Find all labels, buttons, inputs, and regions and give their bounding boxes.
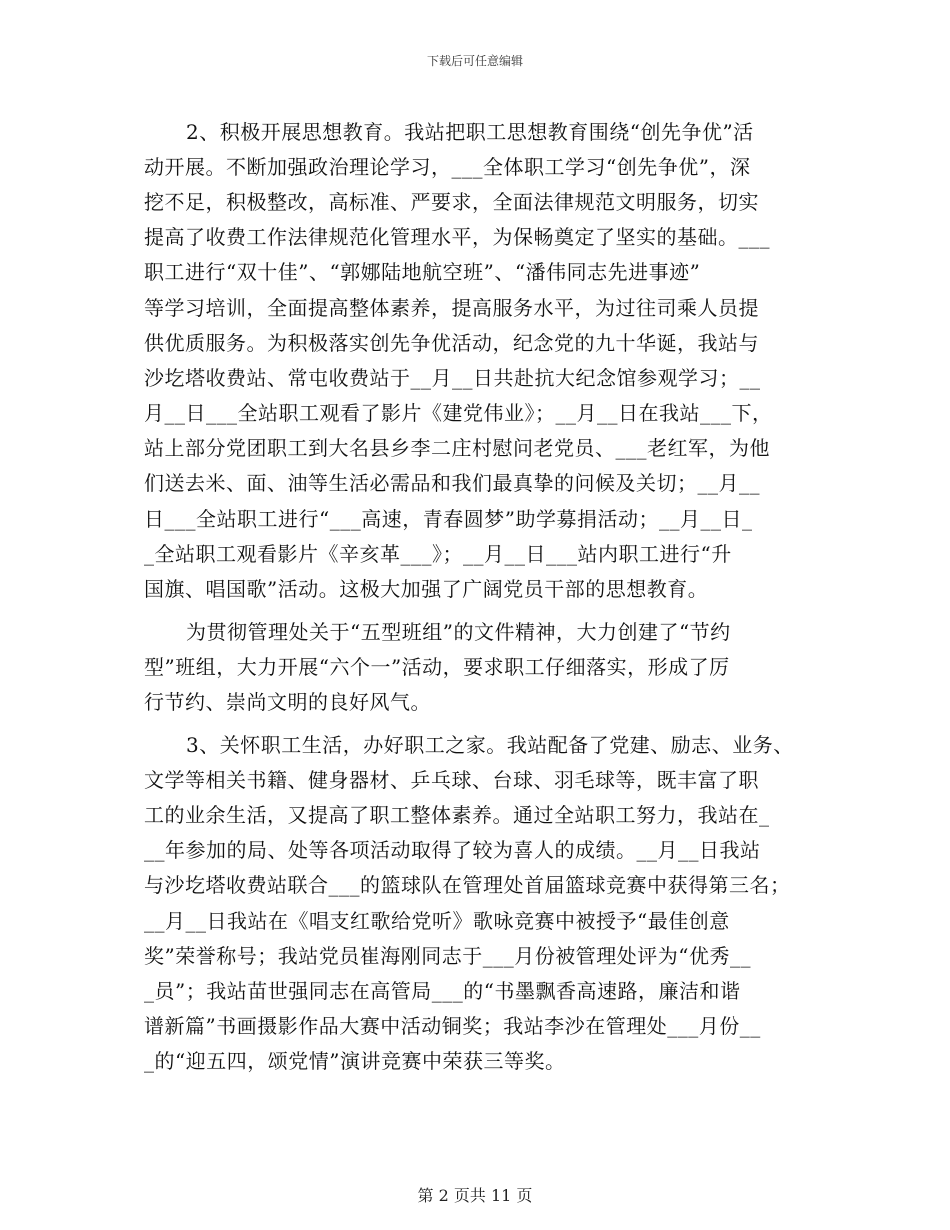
paragraph-line: _全站职工观看影片《辛亥革___》；__月__日___站内职工进行“升 [144, 542, 732, 566]
paragraph-line: 行节约、崇尚文明的良好风气。 [144, 690, 431, 714]
paragraph-line: 文学等相关书籍、健身器材、乒乓球、台球、羽毛球等，既丰富了职 [144, 768, 759, 792]
paragraph-line: 国旗、唱国歌”活动。这极大加强了广阔党员干部的思想教育。 [144, 577, 709, 601]
paragraph-line: _的“迎五四，颂党情”演讲竞赛中荣获三等奖。 [144, 1049, 566, 1073]
page-header: 下载后可任意编辑 [426, 54, 523, 68]
paragraph-line: 职工进行“双十佳”、“郭娜陆地航空班”、“潘伟同志先进事迹” [144, 260, 701, 284]
paragraph-line: 提高了收费工作法律规范化管理水平，为保畅奠定了坚实的基础。___ [144, 225, 770, 249]
paragraph-line: 型”班组，大力开展“六个一”活动，要求职工仔细落实，形成了厉 [144, 655, 730, 679]
paragraph-line: 工的业余生活，又提高了职工整体素养。通过全站职工努力，我站在_ [144, 803, 770, 827]
page-number: 第 2 页共 11 页 [417, 1186, 533, 1205]
paragraph-line: 为贯彻管理处关于“五型班组”的文件精神，大力创建了“节约 [186, 620, 731, 644]
paragraph-line: 供优质服务。为积极落实创先争优活动，纪念党的九十华诞，我站与 [144, 331, 759, 355]
paragraph-line: 与沙圪塔收费站联合___的篮球队在管理处首届篮球竞赛中获得第三名； [144, 873, 791, 897]
paragraph-line: 动开展。不断加强政治理论学习，___全体职工学习“创先争优”，深 [144, 155, 751, 179]
paragraph-line: 3、关怀职工生活，办好职工之家。我站配备了党建、励志、业务、 [186, 733, 794, 757]
paragraph-line: 挖不足，积极整改，高标准、严要求，全面法律规范文明服务，切实 [144, 190, 759, 214]
paragraph-line: 谱新篇”书画摄影作品大赛中活动铜奖；我站李沙在管理处___月份__ [144, 1014, 761, 1038]
paragraph-line: 2、积极开展思想教育。我站把职工思想教育围绕“创先争优”活 [186, 120, 754, 144]
paragraph-line: __月__日我站在《唱支红歌给党听》歌咏竞赛中被授予“最佳创意 [144, 909, 730, 933]
paragraph-line: _员”；我站苗世强同志在高管局___的“书墨飘香高速路，廉洁和谐 [144, 979, 741, 1003]
paragraph-line: 站上部分党团职工到大名县乡李二庄村慰问老党员、___老红军，为他 [144, 436, 770, 460]
paragraph-line: 奖”荣誉称号；我站党员崔海刚同志于___月份被管理处评为“优秀__ [144, 944, 751, 968]
paragraph-line: 日___全站职工进行“___高速，青春圆梦”助学募捐活动；__月__日_ [144, 507, 753, 531]
paragraph-line: 月__日___全站职工观看了影片《建党伟业》；__月__日在我站___下， [144, 401, 773, 425]
paragraph-line: 沙圪塔收费站、常屯收费站于__月__日共赴抗大纪念馆参观学习；__ [144, 366, 761, 390]
paragraph-line: 等学习培训，全面提高整体素养，提高服务水平，为过往司乘人员提 [144, 296, 759, 320]
paragraph-line: 们送去米、面、油等生活必需品和我们最真挚的问候及关切；__月__ [144, 471, 760, 495]
paragraph-line: __年参加的局、处等各项活动取得了较为喜人的成绩。__月__日我站 [144, 838, 761, 862]
